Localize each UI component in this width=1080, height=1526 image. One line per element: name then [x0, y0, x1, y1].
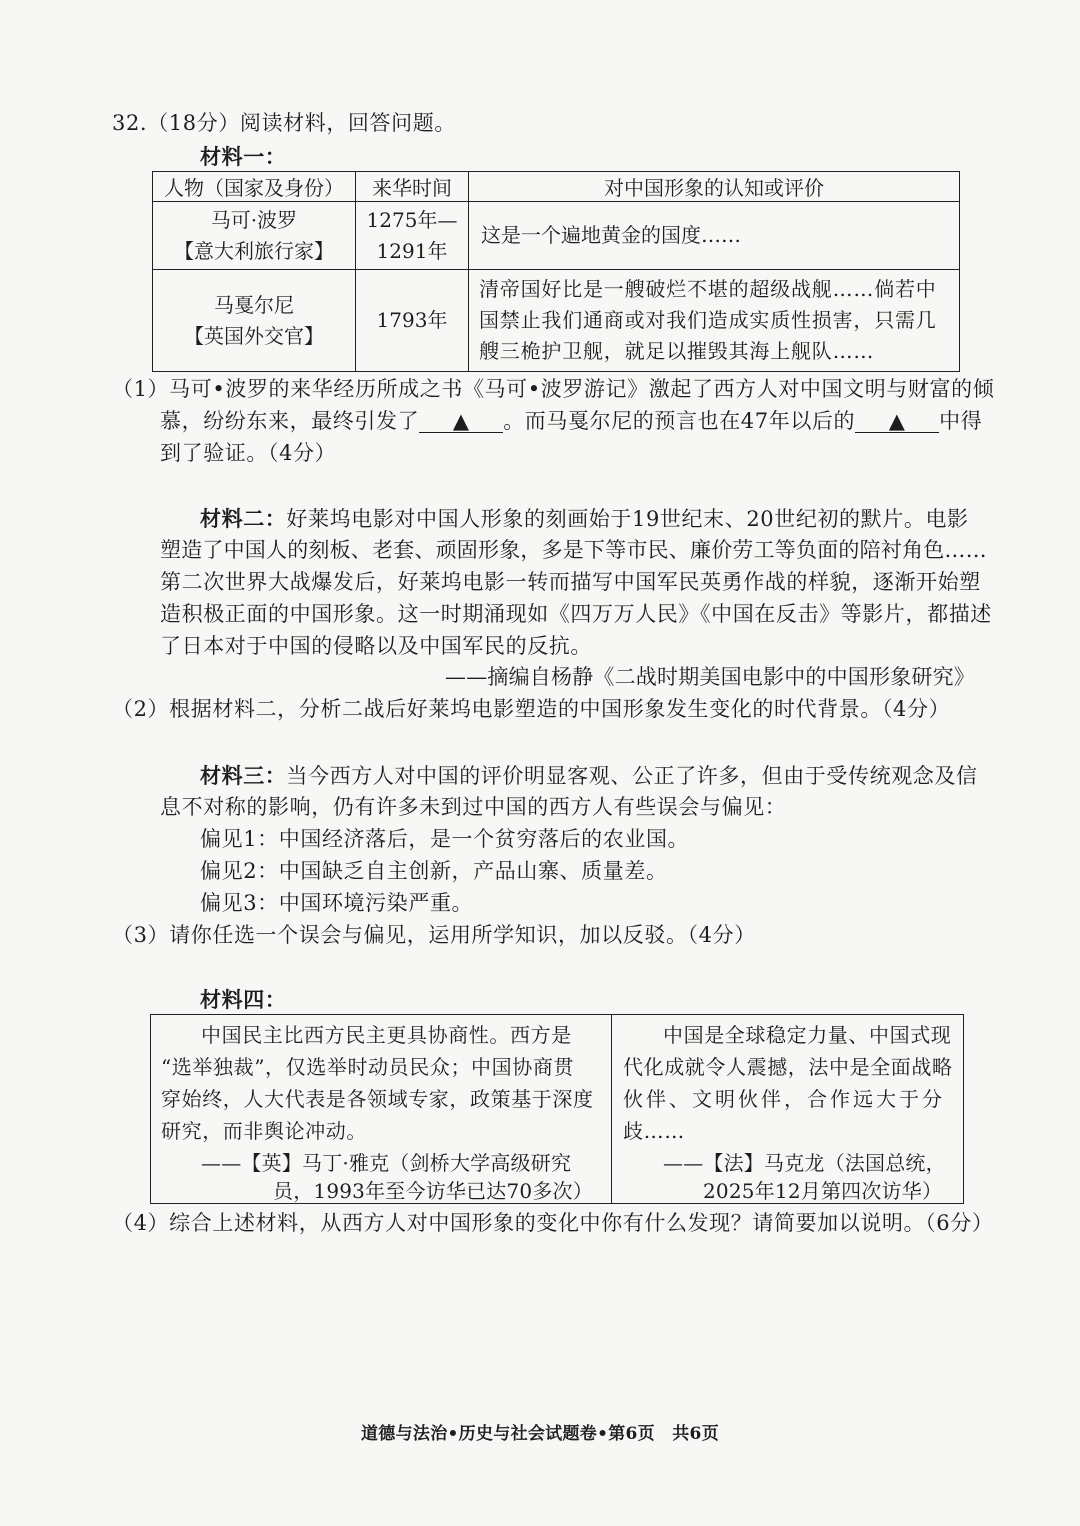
person-name: 马戛尔尼	[214, 292, 294, 317]
q1-line-3: 到了验证。（4分）	[160, 441, 337, 465]
quote-line: “选举独裁”，仅选举时动员民众；中国协商贯	[161, 1055, 575, 1079]
table-row	[153, 202, 960, 270]
material-3-label: 材料三：	[200, 763, 287, 788]
person-role: 【英国外交官】	[184, 323, 324, 348]
time-line-2: 1291年	[376, 238, 448, 263]
material-4-right-column	[613, 1015, 963, 1203]
table-header-row	[153, 172, 960, 202]
q1-line-1: （1）马可•波罗的来华经历所成之书《马可•波罗游记》激起了西方人对中国文明与财富的倾	[112, 377, 995, 401]
q1-text-a: 慕，纷纷东来，最终引发了	[160, 409, 420, 433]
q1-text-b: 。而马戛尔尼的预言也在47年以后的	[503, 409, 856, 433]
q1-line-2	[160, 406, 982, 437]
answer-blank-2[interactable]: ▲	[855, 410, 939, 433]
time-cell	[356, 202, 469, 270]
q1-text-c: 中得	[939, 409, 983, 433]
evaluation-line: 国禁止我们通商或对我们造成实质性损害，只需几	[479, 308, 937, 332]
material-2-source: ——摘编自杨静《二战时期美国电影中的中国形象研究》	[445, 665, 975, 689]
q3-text: （3）请你任选一个误会与偏见，运用所学知识，加以反驳。（4分）	[112, 923, 756, 947]
material-4-label: 材料四：	[200, 987, 287, 1012]
evaluation-line: 艘三桅护卫舰，就足以摧毁其海上舰队……	[479, 339, 875, 363]
time-line-1: 1275年—	[366, 207, 458, 232]
left-source-line-2: 员，1993年至今访华已达70多次）	[273, 1179, 593, 1203]
page-footer: 道德与法治•历史与社会试题卷•第6页 共6页	[361, 1424, 719, 1444]
quote-line: 中国民主比西方民主更具协商性。西方是	[201, 1023, 572, 1047]
q4-text: （4）综合上述材料，从西方人对中国形象的变化中你有什么发现？请简要加以说明。（6分）	[112, 1211, 994, 1235]
material-2-line-2: 塑造了中国人的刻板、老套、顽固形象，多是下等市民、廉价劳工等负面的陪衬角色……	[160, 538, 987, 562]
table-header-evaluation: 对中国形象的认知或评价	[469, 172, 960, 202]
material-4-left-column	[151, 1015, 611, 1203]
time-cell	[356, 270, 469, 372]
material-2-line-5: 了日本对于中国的侵略以及中国军民的反抗。	[160, 634, 592, 658]
table-row	[153, 270, 960, 372]
q2-text: （2）根据材料二，分析二战后好莱坞电影塑造的中国形象发生变化的时代背景。（4分）	[112, 697, 951, 721]
time-line-1: 1793年	[376, 308, 448, 332]
material-2-text: 好莱坞电影对中国人形象的刻画始于19世纪末、20世纪初的默片。电影	[286, 507, 969, 531]
right-source-line-1: ——【法】马克龙（法国总统，	[663, 1151, 946, 1175]
question-header: 32.（18分）阅读材料，回答问题。	[112, 111, 456, 135]
quote-line: 穿始终，人大代表是各领域专家，政策基于深度	[161, 1087, 594, 1111]
bias-item-3: 偏见3：中国环境污染严重。	[200, 891, 474, 915]
material-4-box	[150, 1014, 964, 1204]
evaluation-cell	[469, 202, 960, 270]
quote-line: 研究，而非舆论冲动。	[161, 1119, 367, 1143]
material-3-text: 当今西方人对中国的评价明显客观、公正了许多，但由于受传统观念及信	[286, 764, 978, 788]
right-source-line-2: 2025年12月第四次访华）	[703, 1179, 943, 1203]
material-3-line-1	[200, 760, 978, 792]
bias-item-1: 偏见1：中国经济落后，是一个贫穷落后的农业国。	[200, 827, 690, 851]
person-cell	[153, 202, 356, 270]
table-header-person: 人物（国家及身份）	[153, 172, 356, 202]
quote-line: 代化成就令人震撼，法中是全面战略	[623, 1055, 953, 1079]
table-header-time: 来华时间	[356, 172, 469, 202]
answer-blank-1[interactable]: ▲	[419, 410, 503, 433]
person-role: 【意大利旅行家】	[174, 238, 334, 263]
material-2-label: 材料二：	[200, 506, 287, 531]
material-3-line-2: 息不对称的影响，仍有许多未到过中国的西方人有些误会与偏见：	[160, 795, 787, 819]
material-2-line-3: 第二次世界大战爆发后，好莱坞电影一转而描写中国军民英勇作战的样貌，逐渐开始塑	[160, 570, 981, 594]
quote-line: 歧……	[623, 1119, 685, 1143]
material-1-label: 材料一：	[200, 144, 287, 169]
material-2-line-4: 造积极正面的中国形象。这一时期涌现如《四万万人民》《中国在反击》等影片，都描述	[160, 602, 992, 626]
evaluation-line: 这是一个遍地黄金的国度……	[481, 223, 741, 247]
quote-line: 中国是全球稳定力量、中国式现	[663, 1023, 952, 1047]
person-cell	[153, 270, 356, 372]
material-1-table	[152, 171, 960, 372]
person-name: 马可·波罗	[210, 207, 298, 232]
column-divider	[611, 1015, 612, 1203]
evaluation-line: 清帝国好比是一艘破烂不堪的超级战舰……倘若中	[479, 277, 937, 301]
quote-line: 伙伴、文明伙伴，合作远大于分	[623, 1087, 945, 1111]
material-2-line-1	[200, 503, 969, 535]
left-source-line-1: ——【英】马丁·雅克（剑桥大学高级研究	[201, 1151, 572, 1175]
bias-item-2: 偏见2：中国缺乏自主创新，产品山寨、质量差。	[200, 859, 668, 883]
evaluation-cell	[469, 270, 960, 372]
